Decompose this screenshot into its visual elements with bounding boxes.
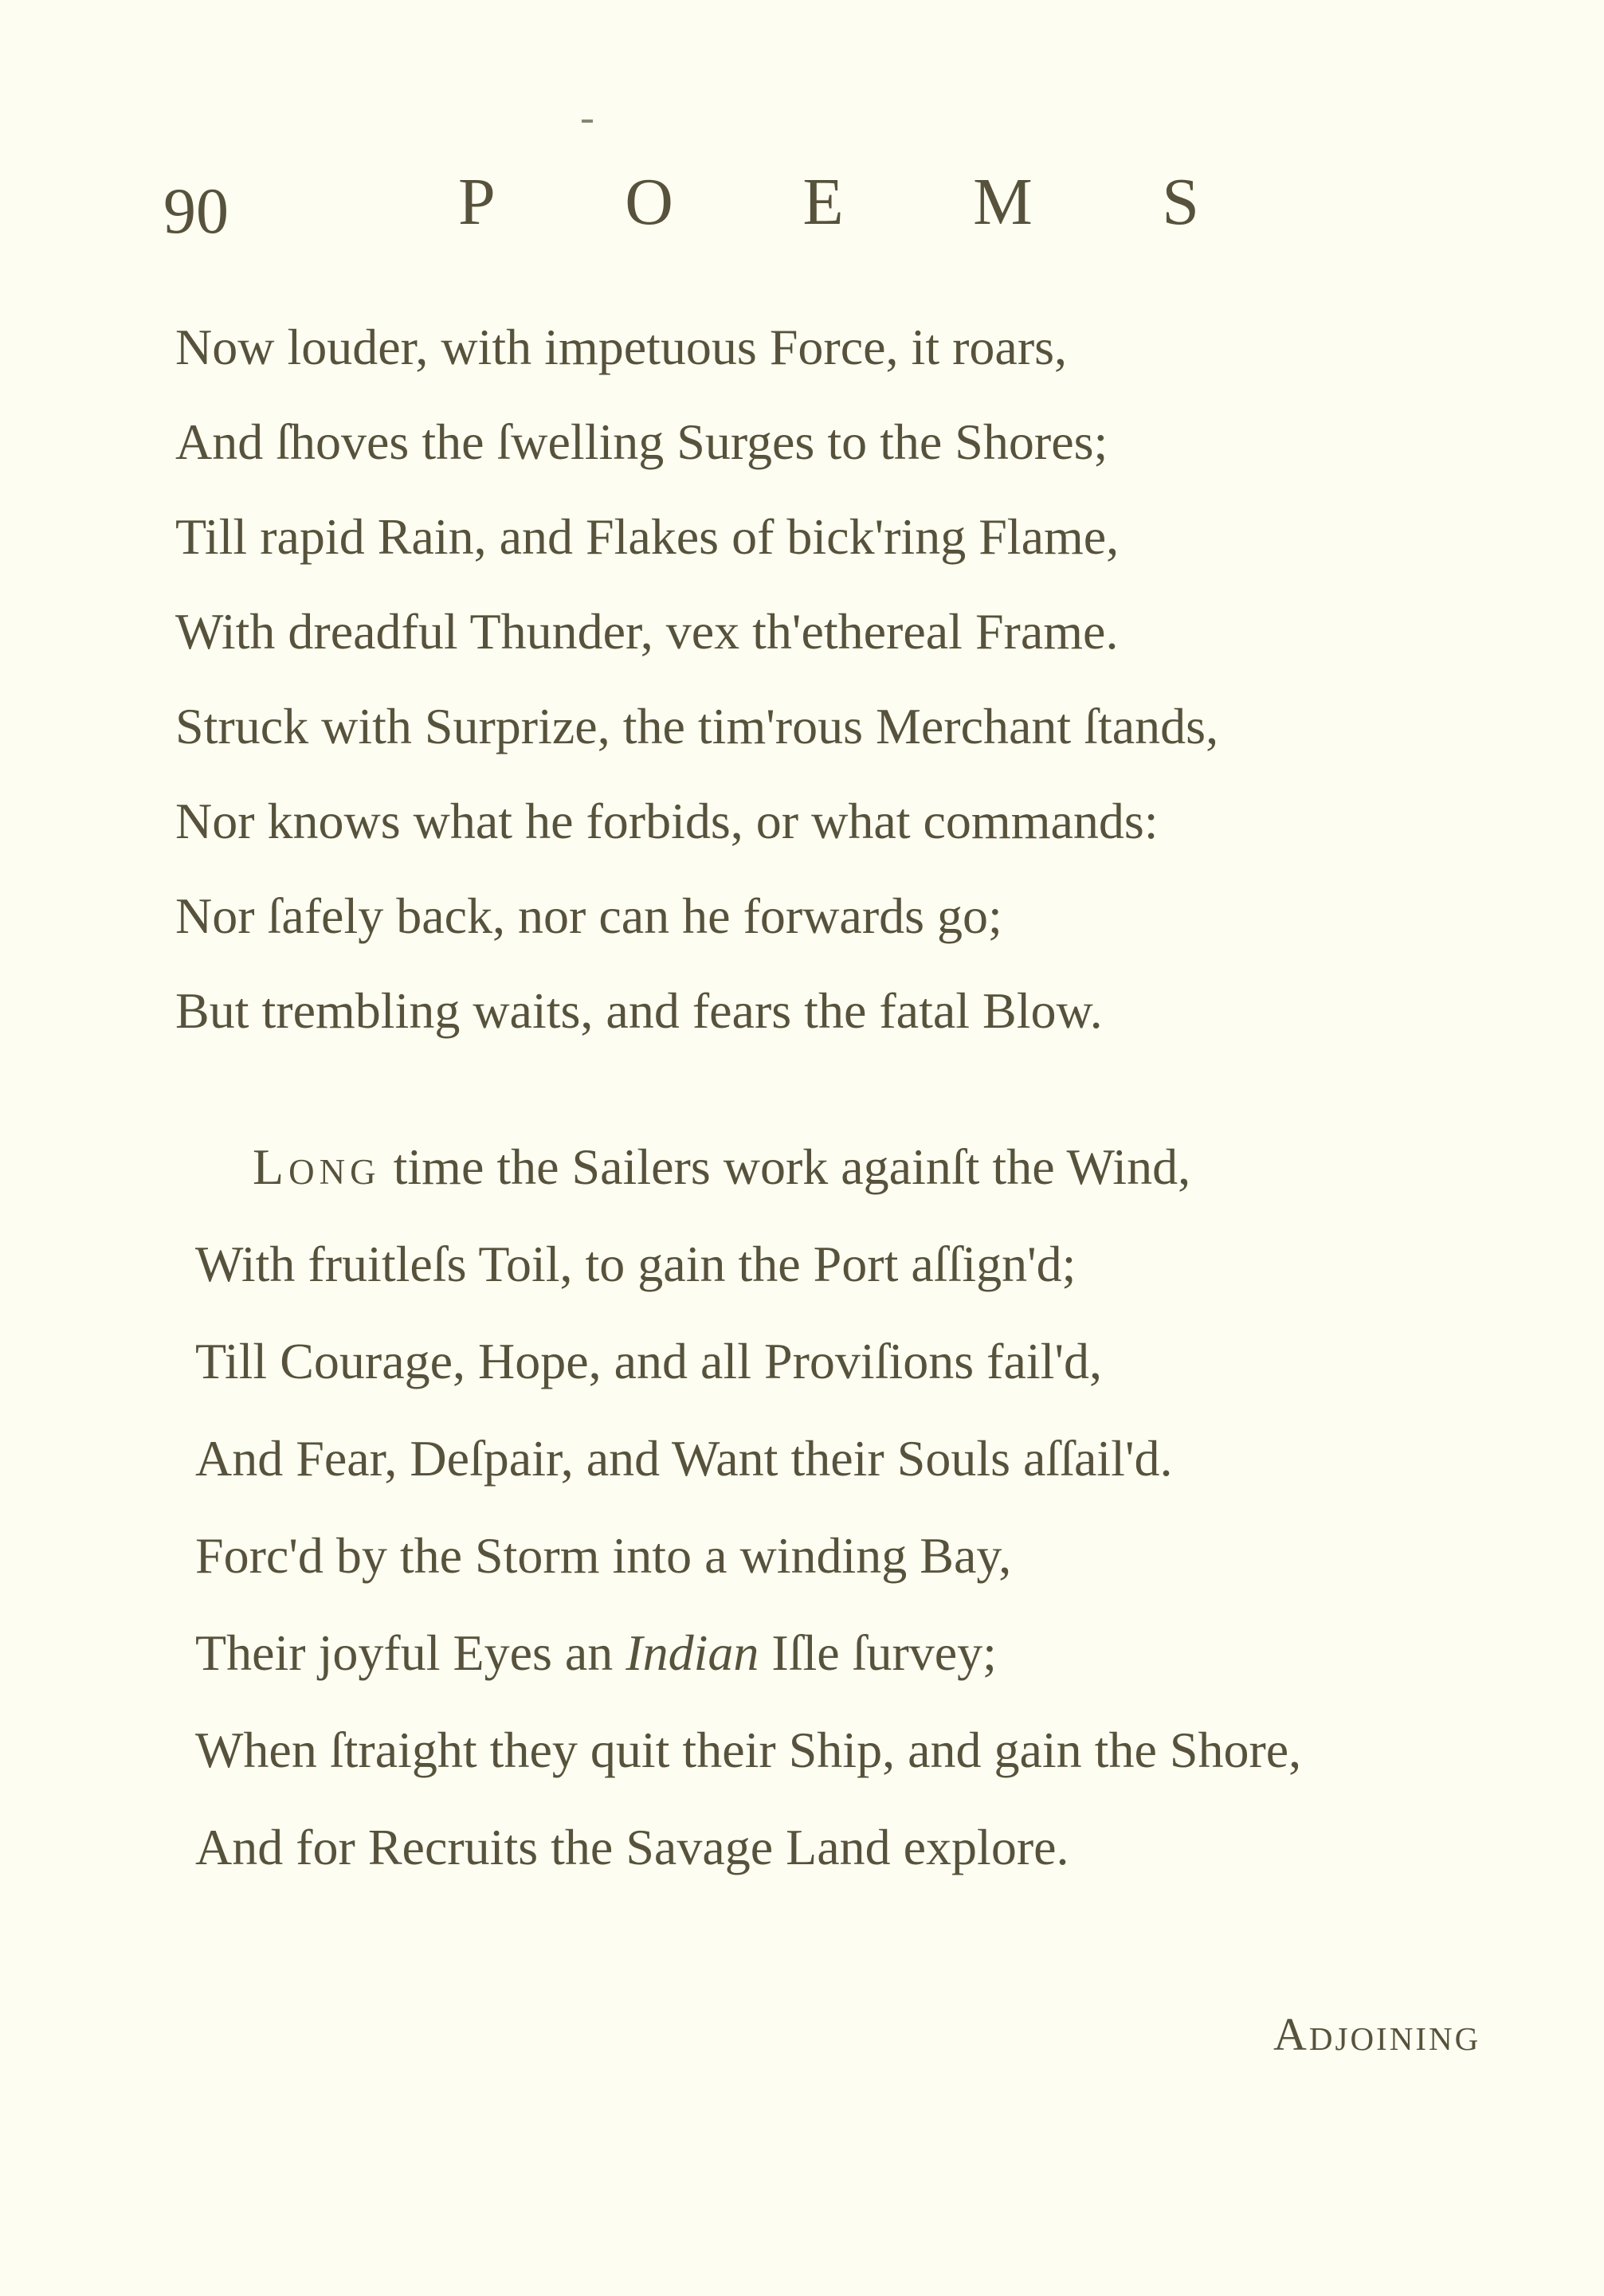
verse-line: But trembling waits, and fears the fatal Blow. xyxy=(175,982,1103,1039)
italic-word: Indian xyxy=(626,1624,759,1681)
title-letter: O xyxy=(625,165,673,239)
verse-line: Nor ſafely back, nor can he forwards go; xyxy=(175,887,1002,944)
title-letter: E xyxy=(802,165,844,239)
verse-line: Now louder, with impetuous Force, it roars, xyxy=(175,319,1068,375)
verse-line-first xyxy=(195,1119,1301,1216)
verse-line: Till rapid Rain, and Flakes of bick'ring Flame, xyxy=(175,508,1120,565)
verse-line: When ſtraight they quit their Ship, and gain the Shore, xyxy=(195,1722,1302,1778)
verse-line: Till Courage, Hope, and all Proviſions fail'd, xyxy=(195,1333,1102,1389)
verse-line: And for Recruits the Savage Land explore. xyxy=(195,1819,1069,1875)
title-letter: M xyxy=(973,165,1033,239)
verse-text: time the Sailers work againſt the Wind, xyxy=(380,1138,1191,1195)
stanza-1 xyxy=(175,300,1218,1058)
catchword: Adjoining xyxy=(1273,2008,1481,2060)
verse-text: Iſle ſurvey; xyxy=(759,1624,997,1681)
verse-line: And Fear, Deſpair, and Want their Souls aſſail'd. xyxy=(195,1430,1173,1487)
running-title xyxy=(458,163,1199,241)
title-letter: S xyxy=(1162,165,1199,239)
verse-line: Forc'd by the Storm into a winding Bay, xyxy=(195,1527,1012,1584)
ink-mark xyxy=(582,120,593,123)
verse-text: Their joyful Eyes an xyxy=(195,1624,626,1681)
verse-line: With fruitleſs Toil, to gain the Port aſſign'd; xyxy=(195,1236,1077,1292)
verse-line: Struck with Surprize, the tim'rous Merchant ſtands, xyxy=(175,698,1219,754)
small-caps-opening: Long xyxy=(253,1138,381,1195)
stanza-2 xyxy=(195,1119,1301,1896)
page-number: 90 xyxy=(163,174,229,247)
verse-line: Nor knows what he forbids, or what commands: xyxy=(175,793,1159,849)
title-letter: P xyxy=(458,165,496,239)
verse-line: With dreadful Thunder, vex th'ethereal Frame. xyxy=(175,603,1119,660)
verse-line xyxy=(195,1604,1301,1702)
verse-line: And ſhoves the ſwelling Surges to the Shores; xyxy=(175,413,1108,470)
